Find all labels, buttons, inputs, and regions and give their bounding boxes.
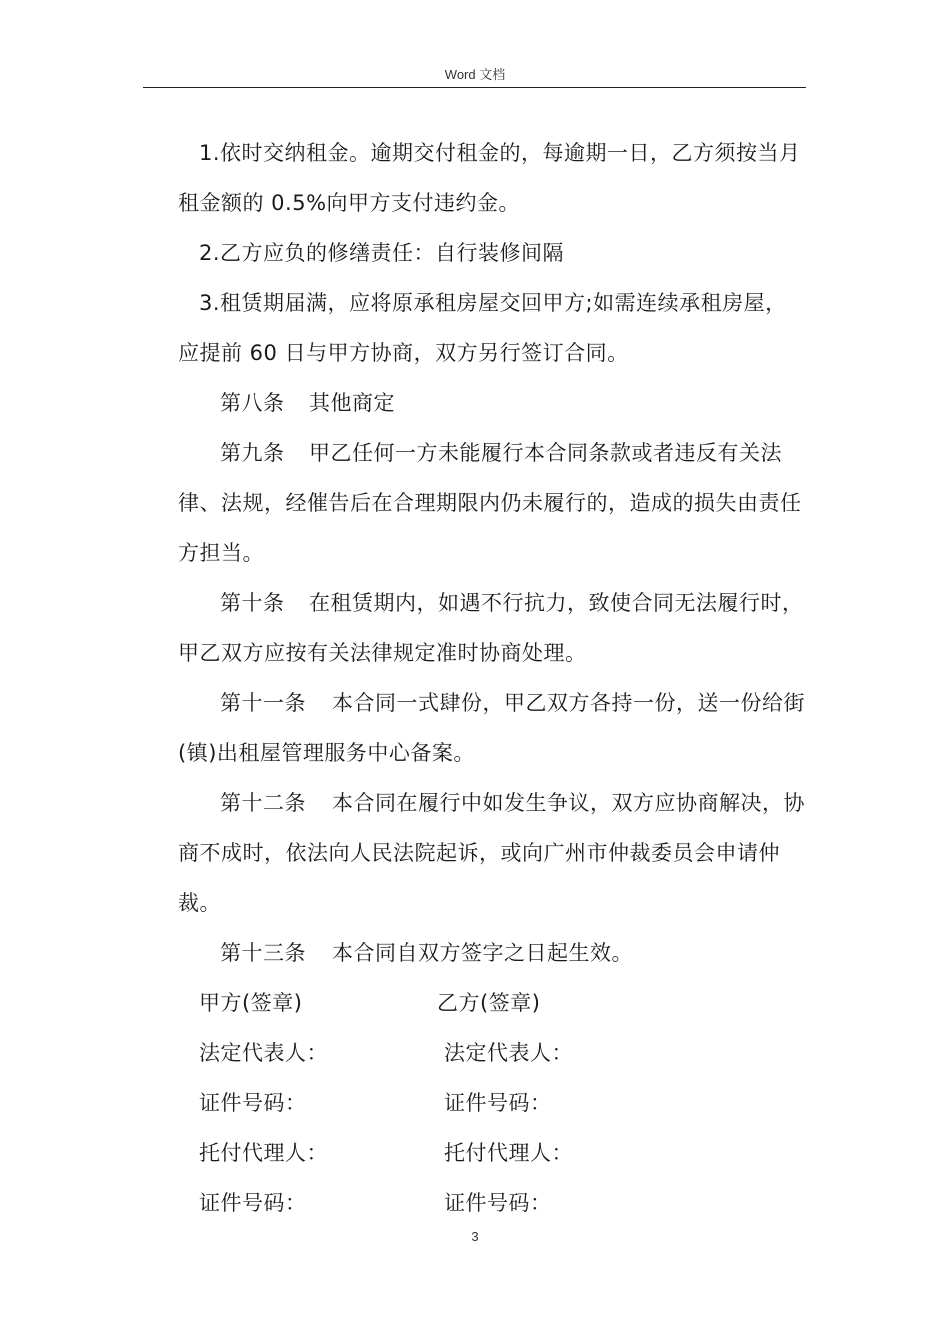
party-b-seal-label: 乙方(签章)	[437, 991, 541, 1015]
article-label: 第十二条	[220, 791, 306, 815]
clause-paragraph-1: 1.依时交纳租金。逾期交付租金的，每逾期一日，乙方须按当月租金额的 0.5%向甲方支付违约金。	[178, 141, 801, 215]
article-label: 第十三条	[220, 941, 306, 965]
article-text: 本合同一式肆份，甲乙双方各持一份，送一份给街(镇)出租屋管理服务中心备案。	[178, 691, 805, 765]
article-text: 本合同在履行中如发生争议，双方应协商解决，协商不成时，依法向人民法院起诉，或向广州市仲裁委员会申请仲裁。	[178, 791, 805, 915]
party-b-agent-id-number-label: 证件号码：	[444, 1191, 552, 1215]
header-divider	[143, 87, 806, 88]
article-label: 第九条	[220, 441, 285, 465]
signature-row-seal	[178, 978, 808, 1028]
party-a-representative-label: 法定代表人：	[199, 1041, 328, 1065]
article-10	[178, 578, 808, 678]
article-text: 其他商定	[309, 391, 395, 415]
article-label: 第十条	[220, 591, 285, 615]
clause-paragraph-2: 2.乙方应负的修缮责任：自行装修间隔	[199, 241, 565, 265]
party-a-agent-label: 托付代理人：	[199, 1141, 328, 1165]
party-b-representative-label: 法定代表人：	[444, 1041, 573, 1065]
article-text: 本合同自双方签字之日起生效。	[332, 941, 633, 965]
article-label: 第十一条	[220, 691, 306, 715]
clause-paragraph-3: 3.租赁期届满，应将原承租房屋交回甲方;如需连续承租房屋，应提前 60 日与甲方协商，双方另行签订合同。	[178, 291, 787, 365]
article-8	[178, 378, 808, 428]
document-body	[178, 128, 808, 1228]
article-13	[178, 928, 808, 978]
signature-row-id-number	[178, 1078, 808, 1128]
page-header: Word 文档	[444, 67, 506, 82]
party-b-id-number-label: 证件号码：	[444, 1091, 552, 1115]
party-a-id-number-label: 证件号码：	[199, 1091, 307, 1115]
party-a-agent-id-number-label: 证件号码：	[199, 1191, 307, 1215]
page-number: 3	[471, 1229, 479, 1244]
party-b-agent-label: 托付代理人：	[444, 1141, 573, 1165]
article-12	[178, 778, 808, 928]
article-11	[178, 678, 808, 778]
article-label: 第八条	[220, 391, 285, 415]
article-9	[178, 428, 808, 578]
signature-row-agent	[178, 1128, 808, 1178]
party-a-seal-label: 甲方(签章)	[199, 991, 303, 1015]
signature-row-agent-id-number	[178, 1178, 808, 1228]
article-text: 在租赁期内，如遇不行抗力，致使合同无法履行时，甲乙双方应按有关法律规定准时协商处理。	[178, 591, 804, 665]
article-text: 甲乙任何一方未能履行本合同条款或者违反有关法律、法规，经催告后在合理期限内仍未履行的，造成的损失由责任方担当。	[178, 441, 802, 565]
signature-row-representative	[178, 1028, 808, 1078]
